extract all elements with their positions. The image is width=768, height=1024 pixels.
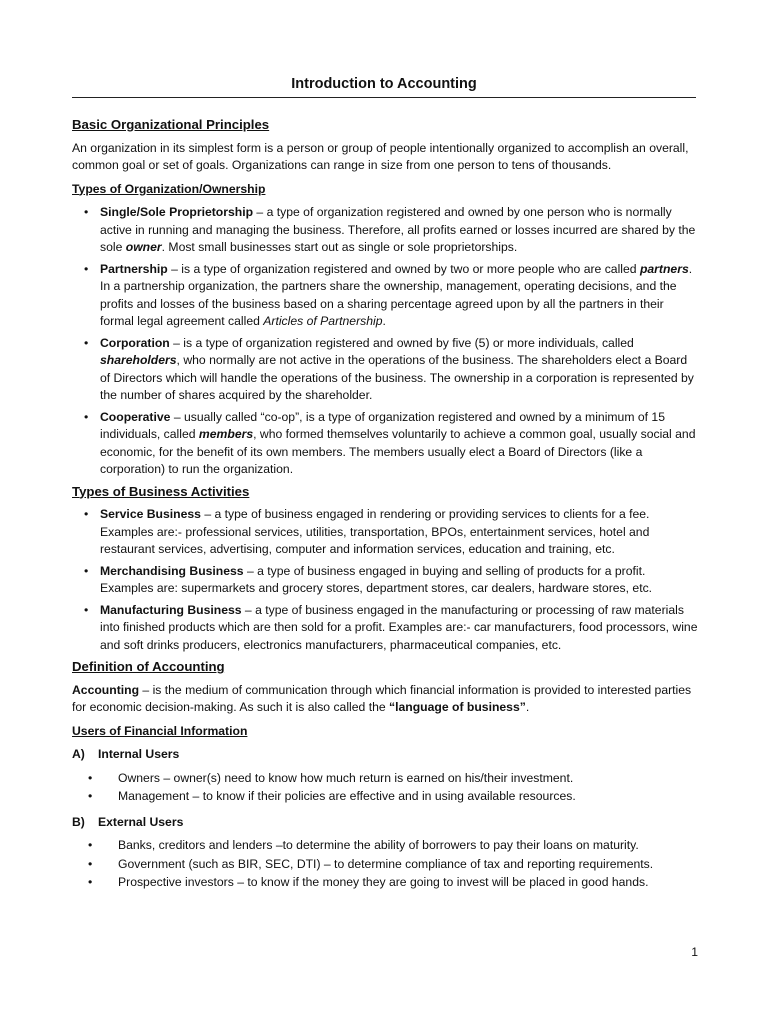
section-heading-accounting-definition: Definition of Accounting — [72, 659, 225, 674]
ownership-types-list — [72, 204, 698, 479]
text: – a type of business engaged in the manufacturing or processing of raw materials into finished products which are then sold for a profit. Examples are:- car manufacturers, food processors, wine and soft drinks producers, electronics manufacturers, pharmaceutical companies, etc. — [100, 602, 698, 652]
list-item-merchandising-business — [72, 563, 698, 598]
subheading-title: External Users — [98, 814, 184, 829]
list-item: • Management – to know if their policies are effective and in using available resources. — [72, 788, 698, 806]
text: , who normally are not active in the operations of the business. The shareholders elect a Board of Directors which will handle the operations of the business. The ownership in a corporation is represented by the number of shares acquired by the shareholder. — [100, 353, 694, 402]
text: , who formed themselves voluntarily to achieve a common goal, usually social and economic, for the benefit of its own members. The members usually elect a Board of Directors (like a corporation) to run the organization. — [100, 427, 696, 476]
text: . In a partnership organization, the partners share the ownership, management, operating decisions, and the profits and losses of the business based on a sharing percentage agreed upon by all the partners in their formal legal agreement called — [100, 261, 693, 328]
term: Corporation — [100, 335, 170, 350]
term: Accounting — [72, 682, 140, 697]
section-heading-basic-principles: Basic Organizational Principles — [72, 117, 270, 132]
list-item: • Prospective investors – to know if the money they are going to invest will be placed in good hands. — [72, 874, 698, 892]
term: Cooperative — [100, 409, 171, 424]
subheading-internal-users — [72, 746, 698, 764]
subheading-external-users — [72, 814, 698, 832]
list-item: • Government (such as BIR, SEC, DTI) – to determine compliance of tax and reporting requirements. — [72, 856, 698, 874]
list-item-manufacturing-business — [72, 602, 698, 655]
text: – is the medium of communication through which financial information is provided to interested parties for economic decision-making. As such it is also called the — [72, 682, 692, 714]
term: Service Business — [100, 507, 201, 521]
text: – a type of organization registered and owned by one person who is normally active in running and managing the business. Therefore, all profits earned or losses incurred are shared by the sole — [100, 205, 696, 254]
text: – usually called “co-op”, is a type of organization registered and owned by a minimum of 15 individuals, called — [100, 409, 665, 441]
document-body — [72, 116, 698, 896]
text: – is a type of organization registered and owned by five (5) or more individuals, called — [169, 335, 634, 350]
subheading-label: B) — [72, 814, 85, 829]
text: . Most small businesses start out as single or sole proprietorships. — [161, 240, 518, 254]
list-item-corporation — [72, 335, 698, 405]
text: – is a type of organization registered and owned by two or more people who are called — [167, 261, 640, 276]
list-item: • Owners – owner(s) need to know how much return is earned on his/their investment. — [72, 770, 698, 788]
list-item-cooperative — [72, 409, 698, 479]
emphasis: partners — [639, 261, 689, 276]
business-activities-list — [72, 506, 698, 654]
term: Single/Sole Proprietorship — [100, 205, 254, 219]
emphasis: owner — [125, 240, 162, 254]
text: . — [525, 700, 530, 714]
emphasis: members — [198, 427, 254, 441]
subheading-label: A) — [72, 747, 85, 761]
list-item: • Banks, creditors and lenders –to determine the ability of borrowers to pay their loans on maturity. — [72, 837, 698, 855]
term: Partnership — [100, 261, 168, 276]
paragraph-accounting-definition — [72, 682, 698, 717]
emphasis-italic: Articles of Partnership — [263, 314, 383, 328]
term: Manufacturing Business — [100, 602, 242, 617]
emphasis: “language of business” — [389, 700, 526, 714]
section-heading-financial-users: Users of Financial Information — [72, 723, 248, 738]
paragraph-organization-definition: An organization in its simplest form is a person or group of people intentionally organized to accomplish an overall, common goal or set of goals. Organizations can range in size from one person to tens of thousands. — [72, 140, 689, 172]
text: – a type of business engaged in buying and selling of products for a profit. Examples are: supermarkets and grocery stores, department stores, car dealers, hardware stores, etc. — [100, 563, 653, 595]
subheading-title: Internal Users — [98, 747, 180, 761]
text: – a type of business engaged in rendering or providing services to clients for a fee. Examples are:- professional services, utilities, transportation, BPOs, entertainment services, hotel and restaurant services, advertising, computer and information services, education and training, etc. — [100, 507, 650, 556]
section-heading-ownership-types: Types of Organization/Ownership — [72, 181, 266, 196]
page-number: 1 — [691, 945, 698, 959]
text: . — [382, 314, 386, 328]
external-users-list — [72, 837, 698, 892]
page-title: Introduction to Accounting — [72, 76, 696, 98]
internal-users-list — [72, 770, 698, 806]
list-item-sole-proprietorship — [72, 204, 698, 257]
term: Merchandising Business — [100, 563, 244, 578]
emphasis: shareholders — [100, 353, 177, 367]
list-item-partnership — [72, 261, 698, 331]
list-item-service-business — [72, 506, 698, 559]
section-heading-business-activities: Types of Business Activities — [72, 483, 250, 499]
